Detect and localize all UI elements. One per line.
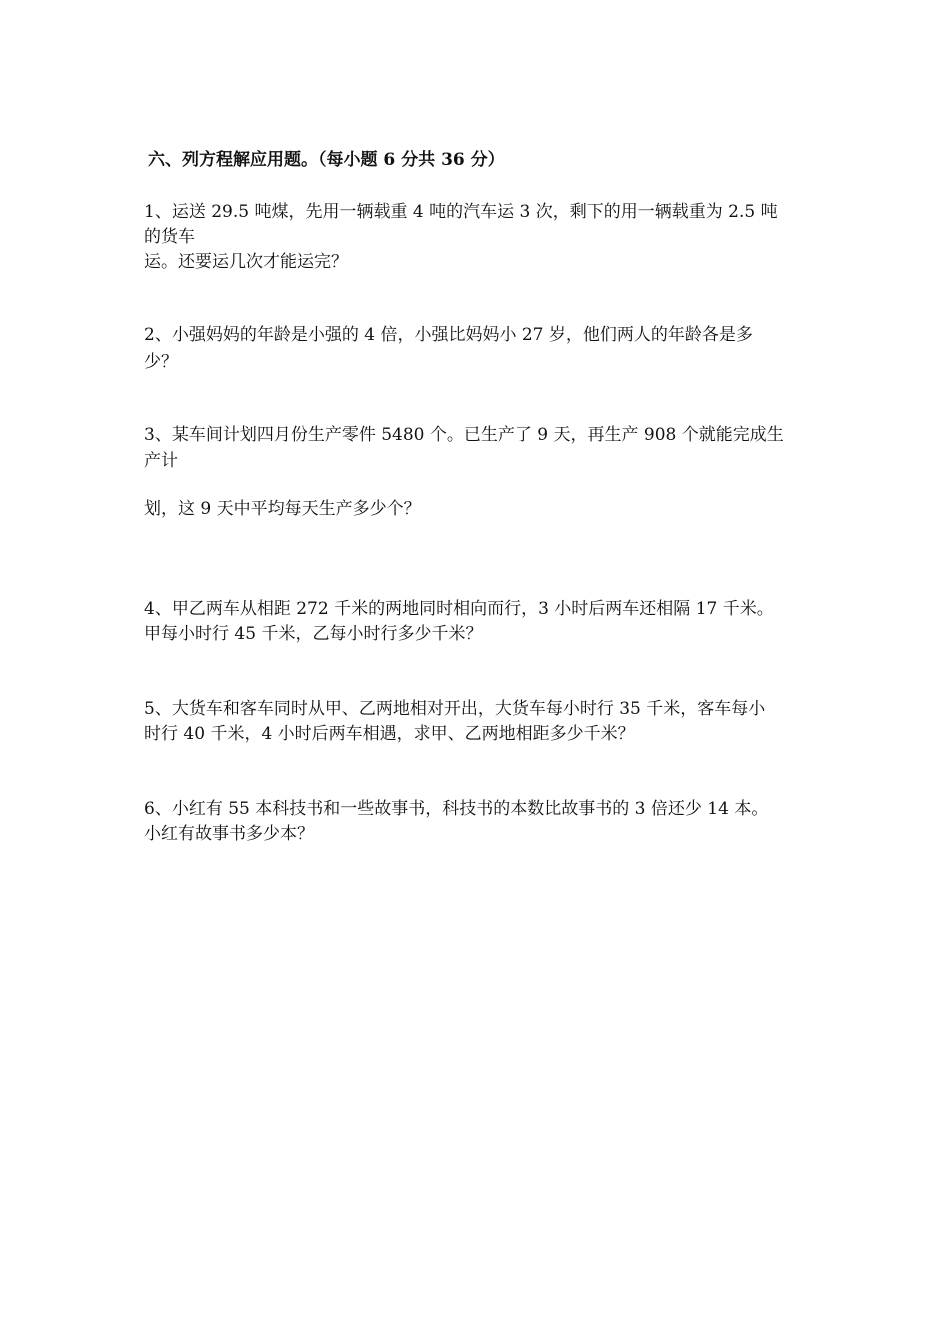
problem-6-line-1: 6、小红有 55 本科技书和一些故事书，科技书的本数比故事书的 3 倍还少 14 本。 xyxy=(144,799,769,819)
problem-3-line-2: 产计 xyxy=(144,451,178,471)
problem-1-line-2: 的货车 xyxy=(144,227,195,247)
problem-3-line-1: 3、某车间计划四月份生产零件 5480 个。已生产了 9 天，再生产 908 个就能完成生 xyxy=(144,425,784,445)
problem-2-line-1: 2、小强妈妈的年龄是小强的 4 倍，小强比妈妈小 27 岁，他们两人的年龄各是多 xyxy=(144,325,753,345)
problem-4-line-1: 4、甲乙两车从相距 272 千米的两地同时相向而行，3 小时后两车还相隔 17 千米。 xyxy=(144,599,774,619)
problem-5-line-1: 5、大货车和客车同时从甲、乙两地相对开出，大货车每小时行 35 千米，客车每小 xyxy=(144,699,766,719)
problem-6-line-2: 小红有故事书多少本？ xyxy=(144,824,314,844)
problem-1-line-3: 运。还要运几次才能运完？ xyxy=(144,252,348,272)
problem-2-line-2: 少？ xyxy=(144,352,178,372)
problem-4-line-2: 甲每小时行 45 千米，乙每小时行多少千米？ xyxy=(144,624,483,644)
problem-3-line-3: 划，这 9 天中平均每天生产多少个？ xyxy=(144,499,421,519)
problem-5-line-2: 时行 40 千米，4 小时后两车相遇，求甲、乙两地相距多少千米？ xyxy=(144,724,635,744)
section-heading: 六、列方程解应用题。（每小题 6 分共 36 分） xyxy=(148,150,505,170)
problem-1-line-1: 1、运送 29.5 吨煤，先用一辆载重 4 吨的汽车运 3 次，剩下的用一辆载重为 2.5 吨 xyxy=(144,202,778,222)
